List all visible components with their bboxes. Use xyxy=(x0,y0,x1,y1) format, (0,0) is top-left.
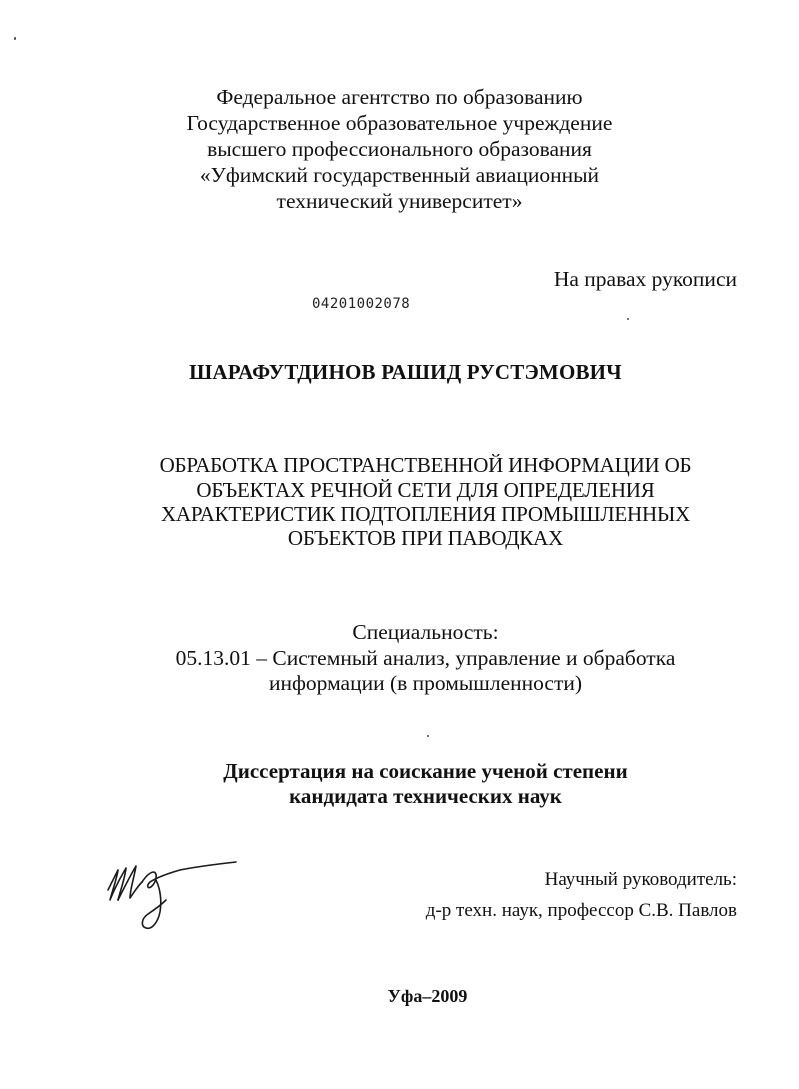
title-line-2: ОБЪЕКТАХ РЕЧНОЙ СЕТИ ДЛЯ ОПРЕДЕЛЕНИЯ xyxy=(196,478,655,502)
specialty-line-2: информации (в промышленности) xyxy=(268,671,583,695)
degree-line-2: кандидата технических наук xyxy=(289,784,562,808)
degree-line-1: Диссертация на соискание ученой степени xyxy=(223,759,628,783)
title-line-3: ХАРАКТЕРИСТИК ПОДТОПЛЕНИЯ ПРОМЫШЛЕННЫХ xyxy=(160,502,691,526)
supervisor-label: Научный руководитель: xyxy=(544,869,737,890)
catalog-code: 04201002078 xyxy=(312,296,411,312)
handwritten-signature-icon xyxy=(100,856,240,936)
title-line-1: ОБРАБОТКА ПРОСТРАНСТВЕННОЙ ИНФОРМАЦИИ ОБ xyxy=(159,453,692,477)
scan-speck xyxy=(427,735,429,737)
institution-line-1: Федеральное агентство по образованию xyxy=(216,85,583,109)
city-year: Уфа–2009 xyxy=(387,986,468,1006)
manuscript-note: На правах рукописи xyxy=(553,267,737,291)
supervisor-name: д-р техн. наук, профессор С.В. Павлов xyxy=(425,900,737,921)
author-name: ШАРАФУТДИНОВ РАШИД РУСТЭМОВИЧ xyxy=(189,360,622,384)
title-line-4: ОБЪЕКТОВ ПРИ ПАВОДКАХ xyxy=(287,526,564,550)
institution-line-5: технический университет» xyxy=(276,189,523,213)
scan-speck xyxy=(627,318,629,320)
institution-line-4: «Уфимский государственный авиационный xyxy=(199,163,600,187)
specialty-label: Специальность: xyxy=(352,620,499,644)
institution-line-3: высшего профессионального образования xyxy=(207,137,592,161)
scan-speck xyxy=(14,37,16,40)
institution-line-2: Государственное образовательное учреждение xyxy=(186,111,613,135)
specialty-line-1: 05.13.01 – Системный анализ, управление и обработка xyxy=(175,646,676,670)
